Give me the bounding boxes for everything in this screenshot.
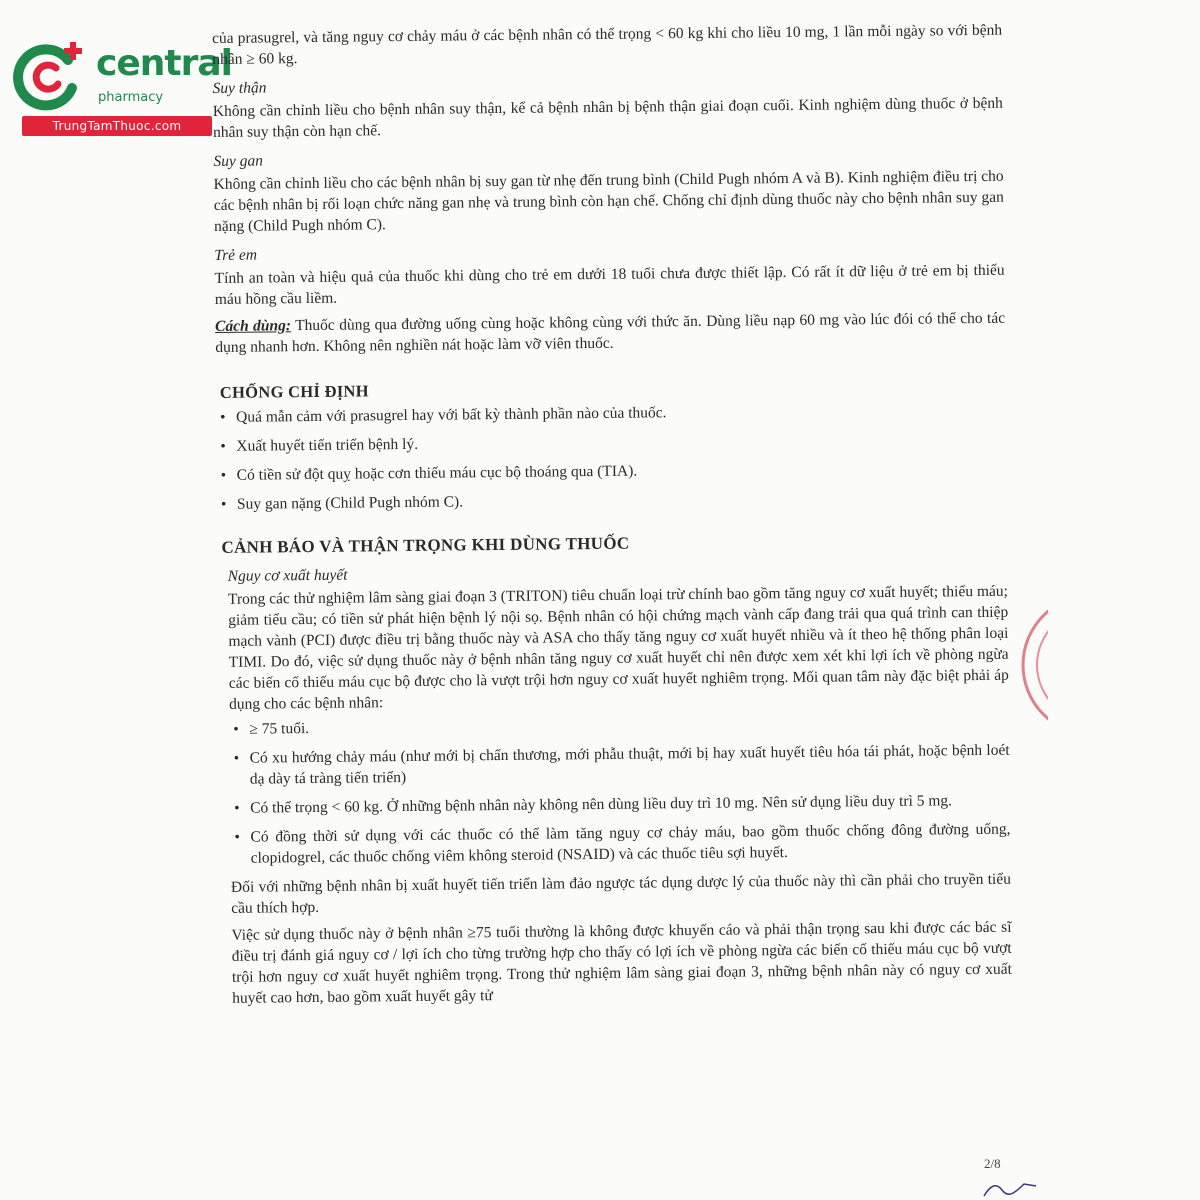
signature-icon — [980, 1176, 1040, 1200]
usage-label: Cách dùng: — [215, 317, 292, 335]
children-subheading: Trẻ em — [214, 246, 258, 264]
intro-paragraph: của prasugrel, và tăng nguy cơ chảy máu ở các bệnh nhân có thể trọng < 60 kg khi cho liều 10 mg, 1 lần mỗi ngày so với bệnh nhân ≥ 60 kg. — [212, 21, 1003, 68]
bleeding-risk-list — [219, 711, 1011, 869]
logo-subtitle: pharmacy — [98, 90, 164, 105]
contraindications-list — [216, 399, 1007, 515]
hepatic-subheading: Suy gan — [213, 152, 263, 170]
hepatic-paragraph: Không cần chỉnh liều cho các bệnh nhân bị suy gan từ nhẹ đến trung bình (Child Pugh nhóm A và B). Kinh nghiệm điều trị cho các bệnh nhân bị rối loạn chức năng gan nhẹ và trung bình còn hạn chế. Chống chỉ định dùng thuốc này cho bệnh nhân suy gan nặng (Child Pugh nhóm C). — [213, 167, 1004, 235]
list-item: • ≥ 75 tuổi. — [229, 711, 1009, 740]
children-paragraph: Tính an toàn và hiệu quả của thuốc khi dùng cho trẻ em dưới 18 tuổi chưa được thiết lập. Có rất ít dữ liệu ở trẻ em bị thiếu máu hồng cầu liềm. — [214, 261, 1005, 308]
red-stamp-icon — [1018, 590, 1048, 740]
list-item: • Có xu hướng chảy máu (như mới bị chấn thương, mới phẫu thuật, mới bị hay xuất huyết tiêu hóa tái phát, hoặc bệnh loét dạ dày tá tràng tiến triển) — [230, 740, 1010, 790]
elderly-paragraph: Việc sử dụng thuốc này ở bệnh nhân ≥75 tuổi thường là không được khuyến cáo và phải thận trọng sau khi được các bác sĩ điều trị đánh giá nguy cơ / lợi ích cho từng trường hợp cho thấy có lợi ích về phòng ngừa các biến cố thiếu máu cục bộ vượt trội hơn nguy cơ xuất huyết nghiêm trọng. Trong thử nghiệm lâm sàng giai đoạn 3, những bệnh nhân này có nguy cơ xuất huyết cao hơn, bao gồm xuất huyết gây tử — [231, 918, 1012, 1007]
logo-name: central — [96, 43, 232, 84]
bleeding-subheading: Nguy cơ xuất huyết — [227, 566, 348, 585]
active-bleeding-paragraph: Đối với những bệnh nhân bị xuất huyết tiến triển làm đảo ngược tác dụng dược lý của thuốc này thì cần phải cho truyền tiểu cầu thích hợp. — [230, 870, 1012, 917]
list-item: • Có thể trọng < 60 kg. Ở những bệnh nhân này không nên dùng liều duy trì 10 mg. Nên sử dụng liều duy trì 5 mg. — [230, 790, 1010, 819]
warnings-heading: CẢNH BÁO VÀ THẬN TRỌNG KHI DÙNG THUỐC — [221, 533, 630, 557]
page-number: 2/8 — [984, 1156, 1001, 1171]
logo-url-link[interactable]: TrungTamThuoc.com — [22, 116, 212, 136]
usage-text: Thuốc dùng qua đường uống cùng hoặc không cùng với thức ăn. Dùng liều nạp 60 mg vào lúc đói có thể cho tác dụng nhanh hơn. Không nên nghiền nát hoặc làm vỡ viên thuốc. — [215, 309, 1006, 356]
list-item: • Có đồng thời sử dụng với các thuốc có thể làm tăng nguy cơ chảy máu, bao gồm thuốc chống đông đường uống, clopidogrel, các thuốc chống viêm không steroid (NSAID) và các thuốc tiêu sợi huyết. — [230, 819, 1010, 869]
list-item: • Suy gan nặng (Child Pugh nhóm C). — [217, 486, 1007, 515]
contraindications-heading: CHỐNG CHỈ ĐỊNH — [219, 381, 369, 402]
central-logo-icon — [10, 38, 86, 114]
list-item: • Xuất huyết tiến triển bệnh lý. — [216, 428, 1006, 457]
document-page — [212, 20, 1012, 1013]
list-item: • Có tiền sử đột quỵ hoặc cơn thiếu máu cục bộ thoáng qua (TIA). — [217, 457, 1007, 486]
renal-paragraph: Không cần chỉnh liều cho bệnh nhân suy thận, kể cả bệnh nhân bị bệnh thận giai đoạn cuối. Kinh nghiệm dùng thuốc ở bệnh nhân suy thận còn hạn chế. — [212, 94, 1003, 141]
central-pharmacy-logo[interactable] — [10, 38, 232, 138]
usage-paragraph — [215, 308, 1005, 358]
list-item: • Quá mẫn cảm với prasugrel hay với bất kỳ thành phần nào của thuốc. — [216, 399, 1006, 428]
renal-subheading: Suy thận — [212, 79, 267, 97]
bleeding-paragraph: Trong các thử nghiệm lâm sàng giai đoạn 3 (TRITON) tiêu chuẩn loại trừ chính bao gồm tăng nguy cơ xuất huyết; thiếu máu; giảm tiểu cầu; có tiền sử phát hiện bệnh lý nội sọ. Bệnh nhân có hội chứng mạch vành cấp đang trải qua quá trình can thiệp mạch vành (PCI) được điều trị bằng thuốc này và ASA cho thấy tăng nguy cơ xuất huyết nhiều và ít theo hệ thống phân loại TIMI. Do đó, việc sử dụng thuốc này ở bệnh nhân tăng nguy cơ xuất huyết chỉ nên được xem xét khi lợi ích về phòng ngừa các biến cố thiếu máu cục bộ được cho là vượt trội hơn nguy cơ xuất huyết nghiêm trọng. Mối quan tâm này đặc biệt phải áp dụng cho các bệnh nhân: — [227, 582, 1009, 713]
